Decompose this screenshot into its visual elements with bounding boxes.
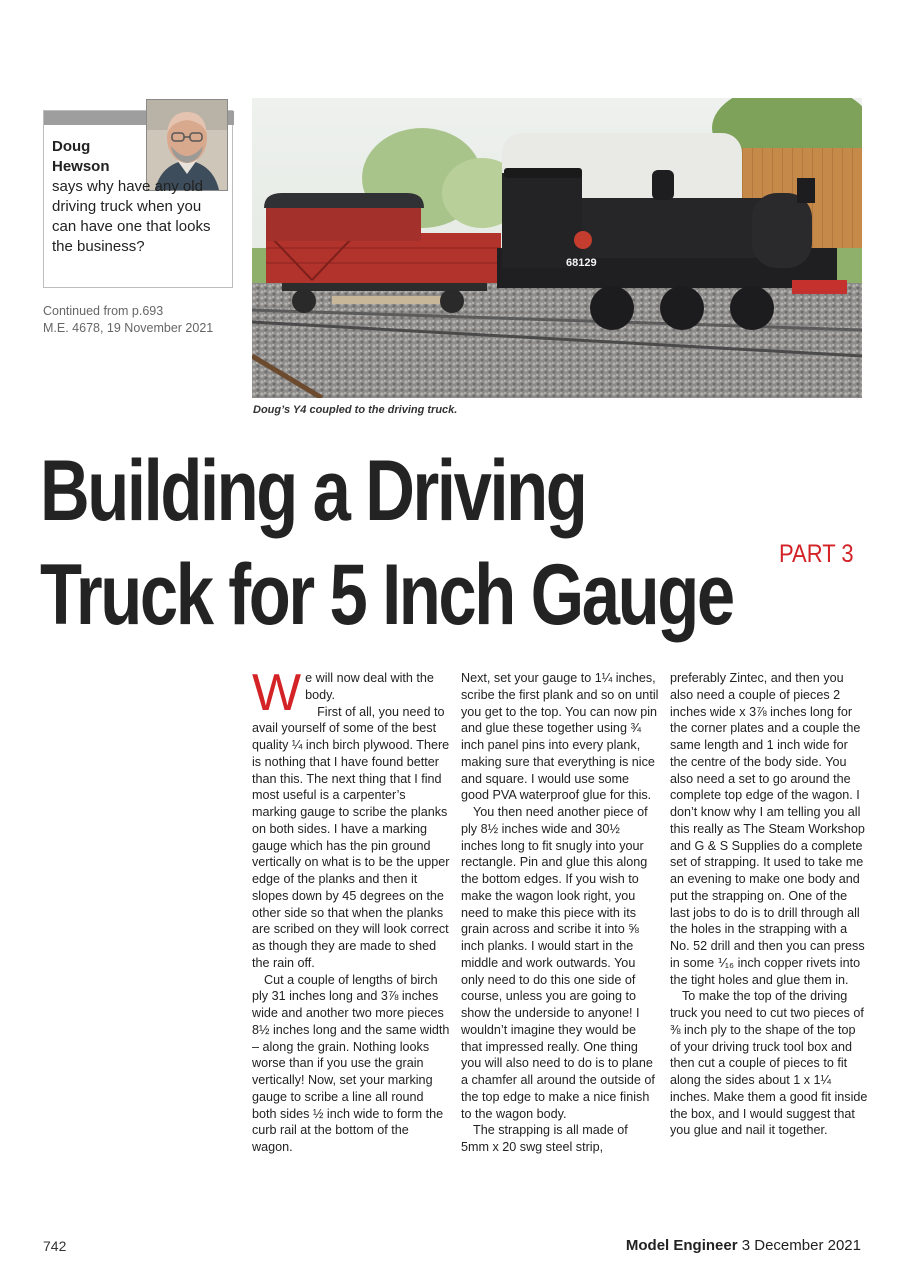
author-teaser: says why have any old driving truck when you can have one that looks the business? (52, 178, 211, 255)
magazine-footer (626, 1237, 861, 1254)
continued-note (43, 303, 243, 337)
page-number: 742 (43, 1238, 67, 1254)
continued-from: Continued from p.693 (43, 304, 164, 318)
headline-line-2: Truck for 5 Inch Gauge (40, 547, 733, 643)
magazine-name: Model Engineer (625, 1237, 738, 1254)
locomotive-photo (252, 98, 862, 398)
issue-date: 3 December 2021 (741, 1237, 861, 1254)
paragraph: Cut a couple of lengths of birch ply 31 inches long and 3⅞ inches wide and another two more pieces 8½ inches long and the same width – along the grain. Nothing looks worse than if you use the grain vertically! Now, set your marking gauge to scribe a line all round both sides ½ inch wide to form the curb rail at the bottom of the wagon. (252, 972, 450, 1154)
paragraph: You then need another piece of ply 8½ inches wide and 30½ inches long to fit snugly into your rectangle. Pin and glue this along the bottom edges. If you wish to make the wagon look right, you need to make this piece with its grain across and scribe it into ⅝ inch planks. I would start in the middle and work outwards. You only need to do this one side of course, unless you are going to show the underside to anyone! I wouldn’t imagine they would be that impressed really. One thing you will also need to do is to plane a chamfer all around the outside of the top edge to make a nice finish to the wagon body. (461, 805, 655, 1121)
paragraph: preferably Zintec, and then you also need a couple of pieces 2 inches wide x 3⅞ inches long for the corner plates and a couple the same length and 1 inch wide for the centre of the body side. You also need a set to go around the complete top edge of the wagon. I don’t know why I am telling you all this really as The Steam Workshop and G & S Supplies do a complete set of strapping. It used to take me an evening to make one body and put the strapping on. One of the last jobs to do is to drill through all the holes in the strapping with a No. 52 drill and then you can press in some ⅟₁₆ inch copper rivets into the tight holes and glue them in. (670, 671, 865, 987)
article-column-3 (670, 670, 868, 1210)
part-label: PART 3 (779, 540, 854, 568)
paragraph: To make the top of the driving truck you need to cut two pieces of ⅜ inch ply to the shape of the top of your driving truck tool box and then cut a couple of pieces to fit along the sides about 1 x 1¼ inches. Make them a good fit inside the box, and I would suggest that you glue and nail it together. (670, 989, 868, 1138)
headline-line-1: Building a Driving (40, 443, 586, 539)
author-box (43, 110, 233, 288)
drop-cap: W (252, 664, 302, 722)
paragraph: e will now deal with the body. (305, 671, 434, 702)
paragraph: First of all, you need to avail yourself of some of the best quality ¼ inch birch plywood. There is nothing that I have found better than this. The next thing that I find most useful is a carpenter’s marking gauge to scribe the planks on both sides. I have a marking gauge which has the pin ground vertically on what is to be the upper edge of the planks and then it slopes down by 45 degrees on the other side so that when the planks are scribed on they will look correct as though they are made to shed the rain off. (252, 704, 450, 970)
issue-reference: M.E. 4678, 19 November 2021 (43, 321, 214, 335)
author-first-name: Doug (52, 138, 91, 155)
article-column-1 (252, 664, 450, 1210)
author-last-name: Hewson (52, 158, 110, 175)
loco-number: 68129 (566, 257, 597, 269)
author-intro (52, 137, 228, 257)
paragraph: Next, set your gauge to 1¼ inches, scribe the first plank and so on until you get to the top. You can now pin and glue these together using ¾ inch panel pins into every plank, making sure that everything is nice and square. I would use some good PVA waterproof glue for this. (461, 671, 659, 803)
photo-caption: Doug’s Y4 coupled to the driving truck. (253, 404, 458, 416)
article-column-2 (461, 670, 659, 1210)
paragraph: The strapping is all made of 5mm x 20 swg steel strip, (461, 1123, 628, 1154)
